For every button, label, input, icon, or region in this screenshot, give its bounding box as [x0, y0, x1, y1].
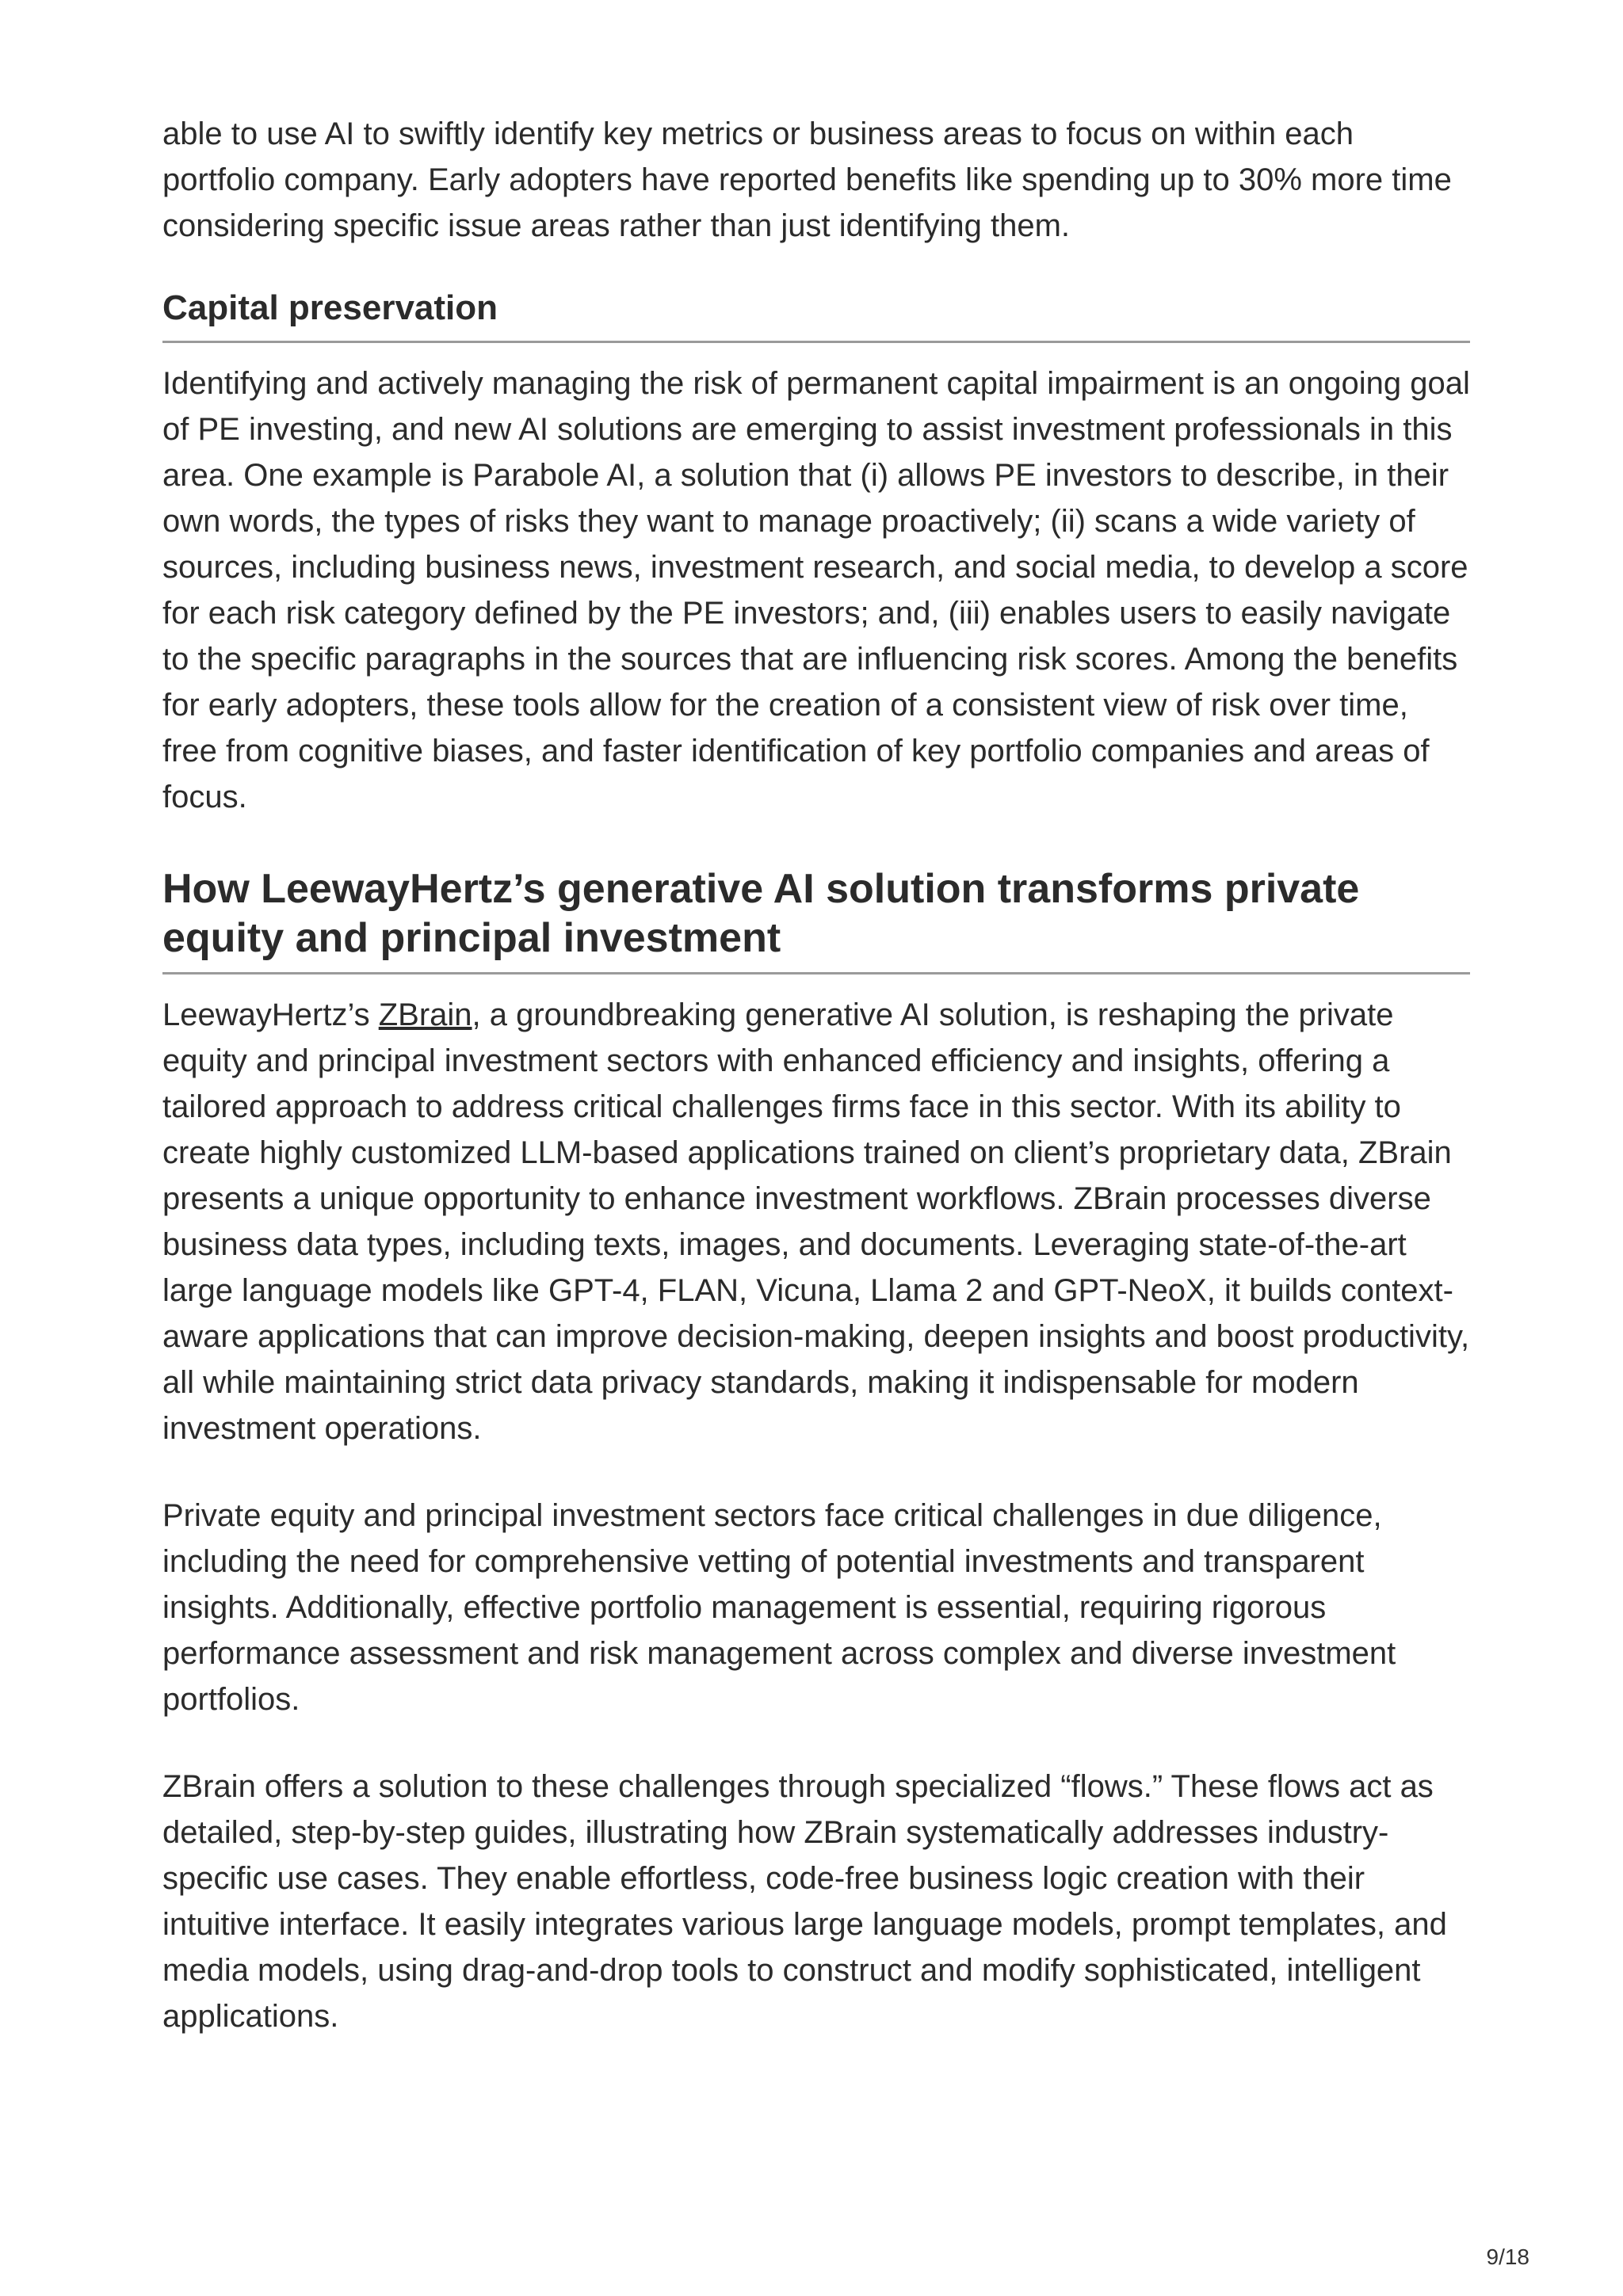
capital-preservation-paragraph: Identifying and actively managing the risk of permanent capital impairment is an ongoing goal of PE investing, and new AI solutions are emerging to assist investment professionals in this area. One example is Parabole AI, a solution that (i) allows PE investors to describe, in their own words, the types of risks they want to manage proactively; (ii) scans a wide variety of sources, including business news, investment research, and social media, to develop a score for each risk category defined by the PE investors; and, (iii) enables users to easily navigate to the specific paragraphs in the sources that are influencing risk scores. Among the benefits for early adopters, these tools allow for the creation of a consistent view of risk over time, free from cognitive biases, and faster identification of key portfolio companies and areas of focus.	[162, 366, 1470, 814]
document-body	[162, 111, 1470, 2039]
leewayhertz-section-heading: How LeewayHertz’s generative AI solution transforms private equity and principal investment	[162, 866, 1360, 961]
intro-paragraph: able to use AI to swiftly identify key metrics or business areas to focus on within each portfolio company. Early adopters have reported benefits like spending up to 30% more time considering specific issue areas rather than just identifying them.	[162, 116, 1452, 243]
page-number: 9/18	[1486, 2245, 1529, 2269]
flows-paragraph: ZBrain offers a solution to these challenges through specialized “flows.” These flows act as detailed, step-by-step guides, illustrating how ZBrain systematically addresses industry-specific use cases. They enable effortless, code-free business logic creation with their intuitive interface. It easily integrates various large language models, prompt templates, and media models, using drag-and-drop tools to construct and modify sophisticated, intelligent applications.	[162, 1769, 1447, 2034]
heading-divider	[162, 972, 1470, 974]
paragraph-prefix: LeewayHertz’s	[162, 997, 379, 1032]
zbrain-intro-paragraph	[162, 992, 1470, 1451]
capital-preservation-heading: Capital preservation	[162, 288, 498, 327]
challenges-paragraph: Private equity and principal investment sectors face critical challenges in due diligence, including the need for comprehensive vetting of potential investments and transparent insights. Additionally, effective portfolio management is essential, requiring rigorous performance assessment and risk management across complex and diverse investment portfolios.	[162, 1498, 1396, 1717]
heading-divider	[162, 341, 1470, 343]
paragraph-suffix: , a groundbreaking generative AI solution, is reshaping the private equity and principal investment sectors with enhanced efficiency and insights, offering a tailored approach to address critical challenges firms face in this sector. With its ability to create highly customized LLM-based applications trained on client’s proprietary data, ZBrain presents a unique opportunity to enhance investment workflows. ZBrain processes diverse business data types, including texts, images, and documents. Leveraging state-of-the-art large language models like GPT-4, FLAN, Vicuna, Llama 2 and GPT-NeoX, it builds context-aware applications that can improve decision-making, deepen insights and boost productivity, all while maintaining strict data privacy standards, making it indispensable for modern investment operations.	[162, 997, 1470, 1446]
zbrain-link[interactable]: ZBrain	[378, 997, 472, 1032]
